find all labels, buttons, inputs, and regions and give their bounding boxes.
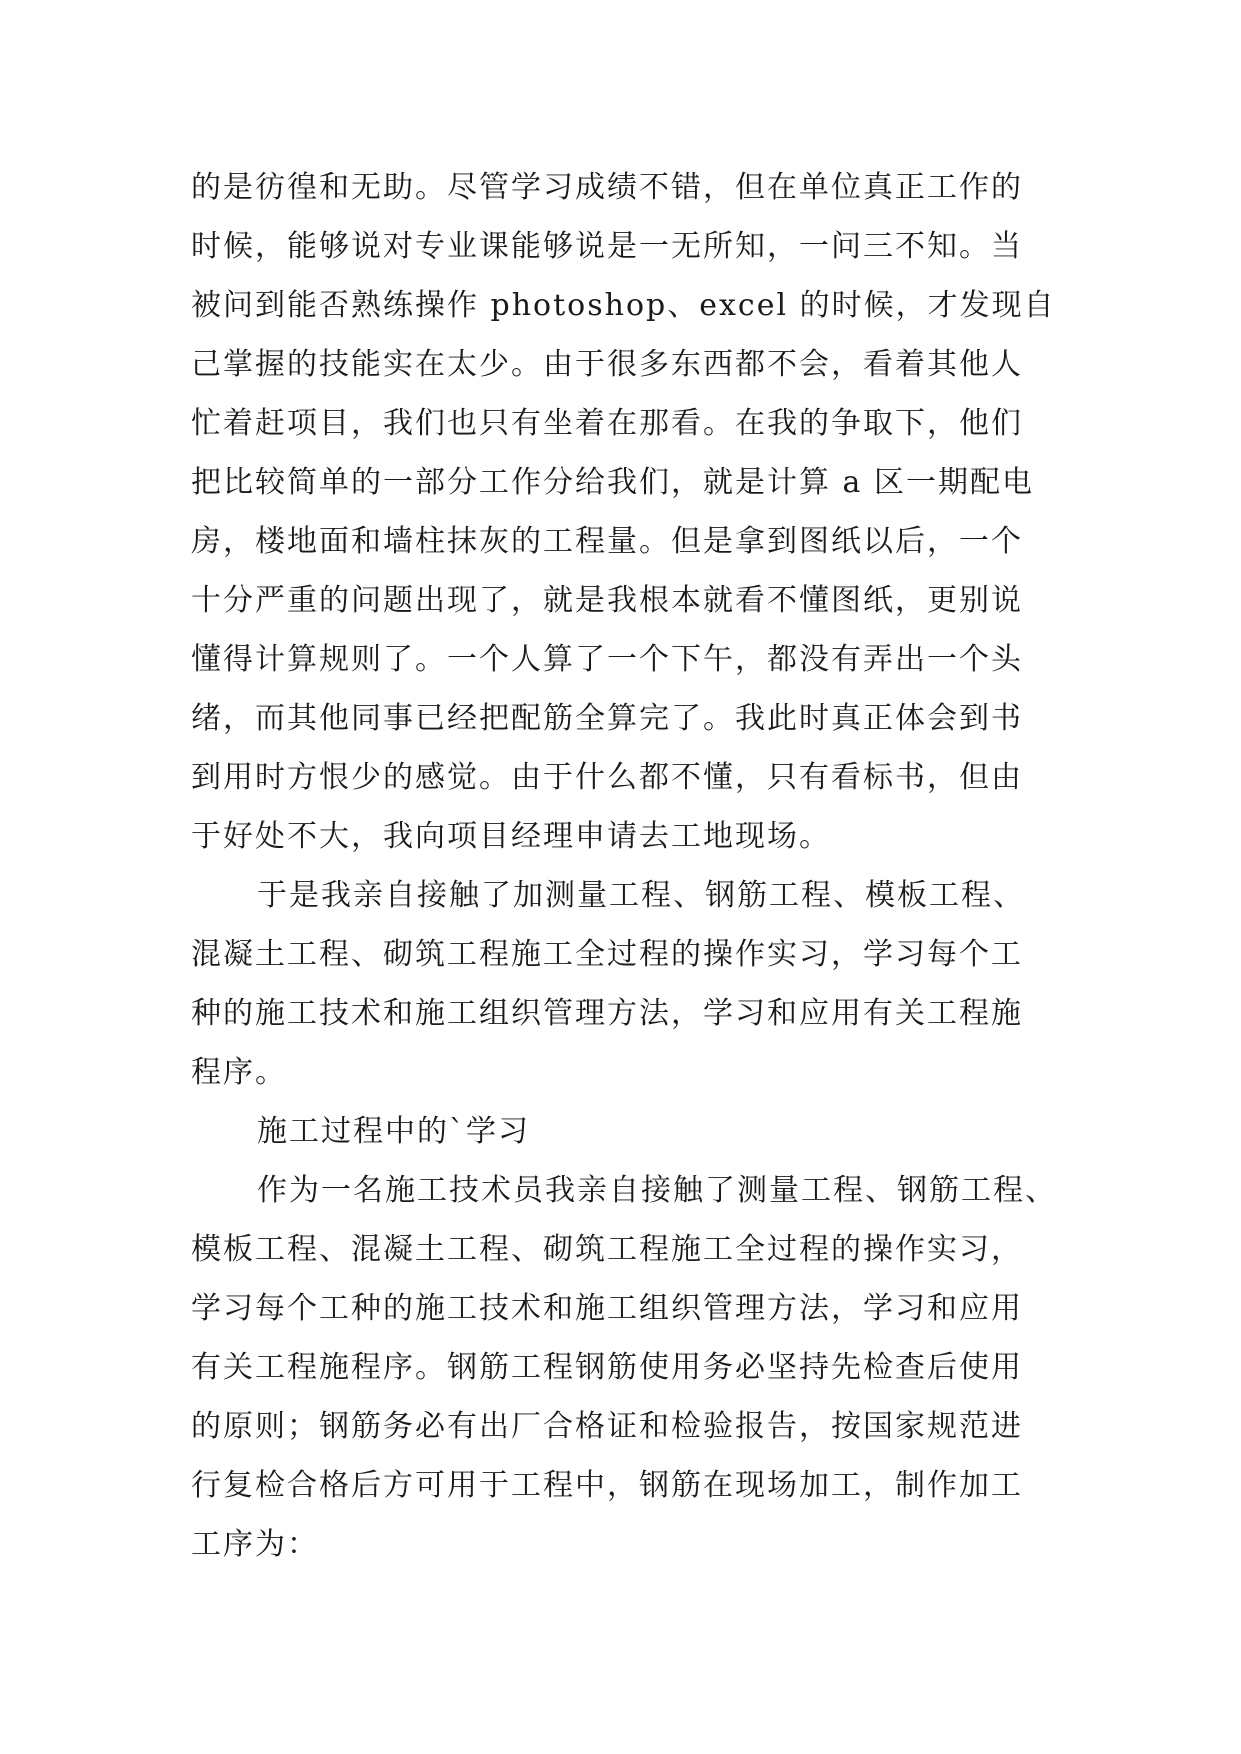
text-line: 房，楼地面和墙柱抹灰的工程量。但是拿到图纸以后，一个 <box>191 524 1023 559</box>
text-line: 把比较简单的一部分工作分给我们，就是计算 a 区一期配电 <box>191 465 1034 500</box>
document-body <box>191 158 1057 1574</box>
text-line: 于是我亲自接触了加测量工程、钢筋工程、模板工程、 <box>257 878 1025 913</box>
text-line: 混凝土工程、砌筑工程施工全过程的操作实习，学习每个工 <box>191 937 1023 972</box>
text-line: 有关工程施程序。钢筋工程钢筋使用务必坚持先检查后使用 <box>191 1350 1023 1385</box>
text-line: 到用时方恨少的感觉。由于什么都不懂，只有看标书，但由 <box>191 760 1023 795</box>
text-line: 于好处不大，我向项目经理申请去工地现场。 <box>191 819 831 854</box>
text-line: 懂得计算规则了。一个人算了一个下午，都没有弄出一个头 <box>191 642 1023 677</box>
text-line: 程序。 <box>191 1055 287 1090</box>
paragraph-site-practice <box>191 866 1051 1102</box>
text-line: 的原则；钢筋务必有出厂合格证和检验报告，按国家规范进 <box>191 1409 1023 1444</box>
text-line: 学习每个工种的施工技术和施工组织管理方法，学习和应用 <box>191 1291 1023 1326</box>
paragraph-technician-work <box>191 1161 1057 1574</box>
heading-line: 施工过程中的`学习 <box>257 1114 530 1149</box>
text-line: 己掌握的技能实在太少。由于很多东西都不会，看着其他人 <box>191 347 1023 382</box>
text-line: 模板工程、混凝土工程、砌筑工程施工全过程的操作实习， <box>191 1232 1023 1267</box>
text-line: 种的施工技术和施工组织管理方法，学习和应用有关工程施 <box>191 996 1023 1031</box>
text-line: 时候，能够说对专业课能够说是一无所知，一问三不知。当 <box>191 229 1023 264</box>
paragraph-internship-intro <box>191 158 1056 866</box>
text-line: 被问到能否熟练操作 photoshop、excel 的时候，才发现自 <box>191 288 1056 323</box>
text-line: 作为一名施工技术员我亲自接触了测量工程、钢筋工程、 <box>257 1173 1057 1208</box>
text-line: 绪，而其他同事已经把配筋全算完了。我此时真正体会到书 <box>191 701 1023 736</box>
text-line: 的是彷徨和无助。尽管学习成绩不错，但在单位真正工作的 <box>191 170 1023 205</box>
text-line: 忙着赶项目，我们也只有坐着在那看。在我的争取下，他们 <box>191 406 1023 441</box>
section-heading-construction-learning <box>191 1102 1051 1161</box>
text-line: 行复检合格后方可用于工程中，钢筋在现场加工，制作加工 <box>191 1468 1023 1503</box>
text-line: 工序为： <box>191 1527 319 1562</box>
text-line: 十分严重的问题出现了，就是我根本就看不懂图纸，更别说 <box>191 583 1023 618</box>
